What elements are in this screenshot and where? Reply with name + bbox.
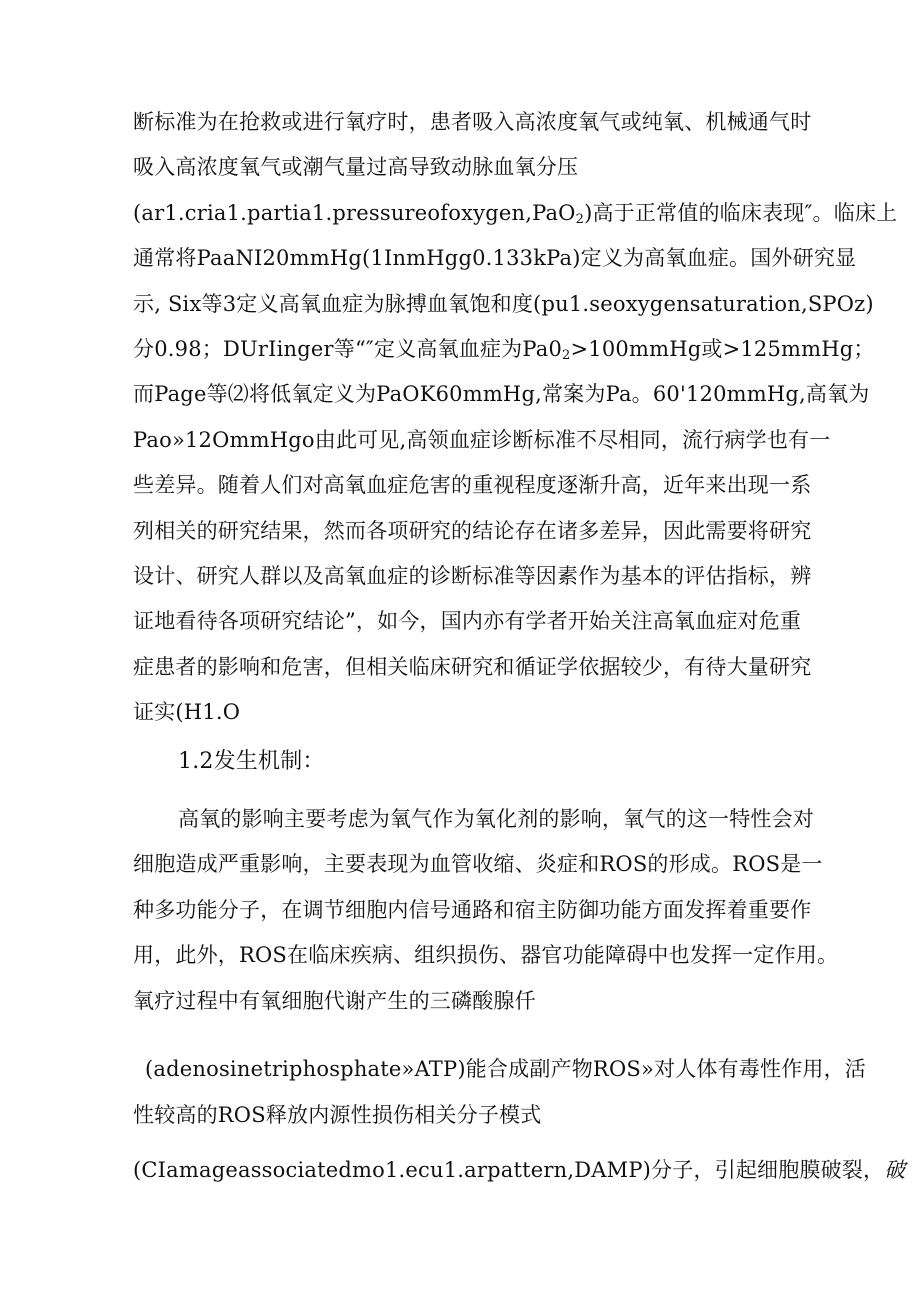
text-segment: (ar1.cria1.partia1.pressureofoxygen,PaO: [133, 201, 576, 225]
text-line: 证实(H1.O: [133, 700, 241, 724]
text-line: 吸入高浓度氧气或潮气量过高导致动脉血氧分压: [133, 155, 579, 179]
text-line: 种多功能分子，在调节细胞内信号通路和宿主防御功能方面发挥着重要作: [133, 898, 812, 922]
text-line: 高氧的影响主要考虑为氧气作为氧化剂的影响，氧气的这一特性会对: [178, 807, 814, 831]
text-line: [133, 1152, 905, 1188]
text-segment: 分0.98；DUrIinger等“″定义高氧血症为Pa0: [133, 337, 563, 361]
text-line: 设计、研究人群以及高氧血症的诊断标准等因素作为基本的评估指标，辨: [133, 564, 812, 588]
text-line: Pao»12OmmHgo由此可见,高领血症诊断标准不尽相同，流行病学也有一: [133, 428, 831, 452]
text-line: 细胞造成严重影响，主要表现为血管收缩、炎症和ROS的形成。ROS是一: [133, 852, 823, 876]
text-line: 些差异。随着人们对高氧血症危害的重视程度逐渐升高，近年来出现一系: [133, 473, 812, 497]
text-line: 性较高的ROS释放内源性损伤相关分子模式: [133, 1103, 542, 1127]
text-line: 示, Six等3定义高氧血症为脉搏血氧饱和度(pu1.seoxygensaturation,SPOz): [133, 292, 874, 316]
text-segment: >100mmHg或>125mmHg；: [570, 337, 875, 361]
text-line: (adenosinetriphosphate»ATP)能合成副产物ROS»对人体有毒性作用，活: [145, 1057, 866, 1081]
section-heading: 1.2发生机制：: [178, 749, 325, 774]
text-line: 通常将PaaNI20mmHg(1InmHgg0.133kPa)定义为高氧血症。国外研究显: [133, 246, 857, 270]
text-line: 证地看待各项研究结论”，如今，国内亦有学者开始关注高氧血症对危重: [133, 609, 802, 633]
text-line: 列相关的研究结果，然而各项研究的结论存在诸多差异，因此需要将研究: [133, 519, 812, 543]
text-line: 而Page等⑵将低氧定义为PaOK60mmHg,常案为Pa。60'120mmHg,高氧为: [133, 382, 870, 406]
text-line: 用，此外，ROS在临床疾病、组织损伤、器官功能障碍中也发挥一定作用。: [133, 943, 839, 967]
text-line: [133, 195, 897, 231]
text-line: 症患者的影响和危害，但相关临床研究和循证学依据较少，有待大量研究: [133, 655, 812, 679]
text-segment: )高于正常值的临床表现″。临床上: [584, 201, 898, 225]
text-segment: 破: [884, 1158, 906, 1182]
text-line: [133, 331, 875, 367]
text-line: 断标准为在抢救或进行氧疗时，患者吸入高浓度氧气或纯氧、机械通气时: [133, 110, 812, 134]
text-line: 氧疗过程中有氧细胞代谢产生的三磷酸腺仟: [133, 989, 536, 1013]
subscript: 2: [562, 348, 571, 363]
text-segment: (CIamageassociatedmo1.ecu1.arpattern,DAMP)分子，引起细胞膜破裂，: [133, 1158, 885, 1182]
subscript: 2: [575, 212, 585, 227]
